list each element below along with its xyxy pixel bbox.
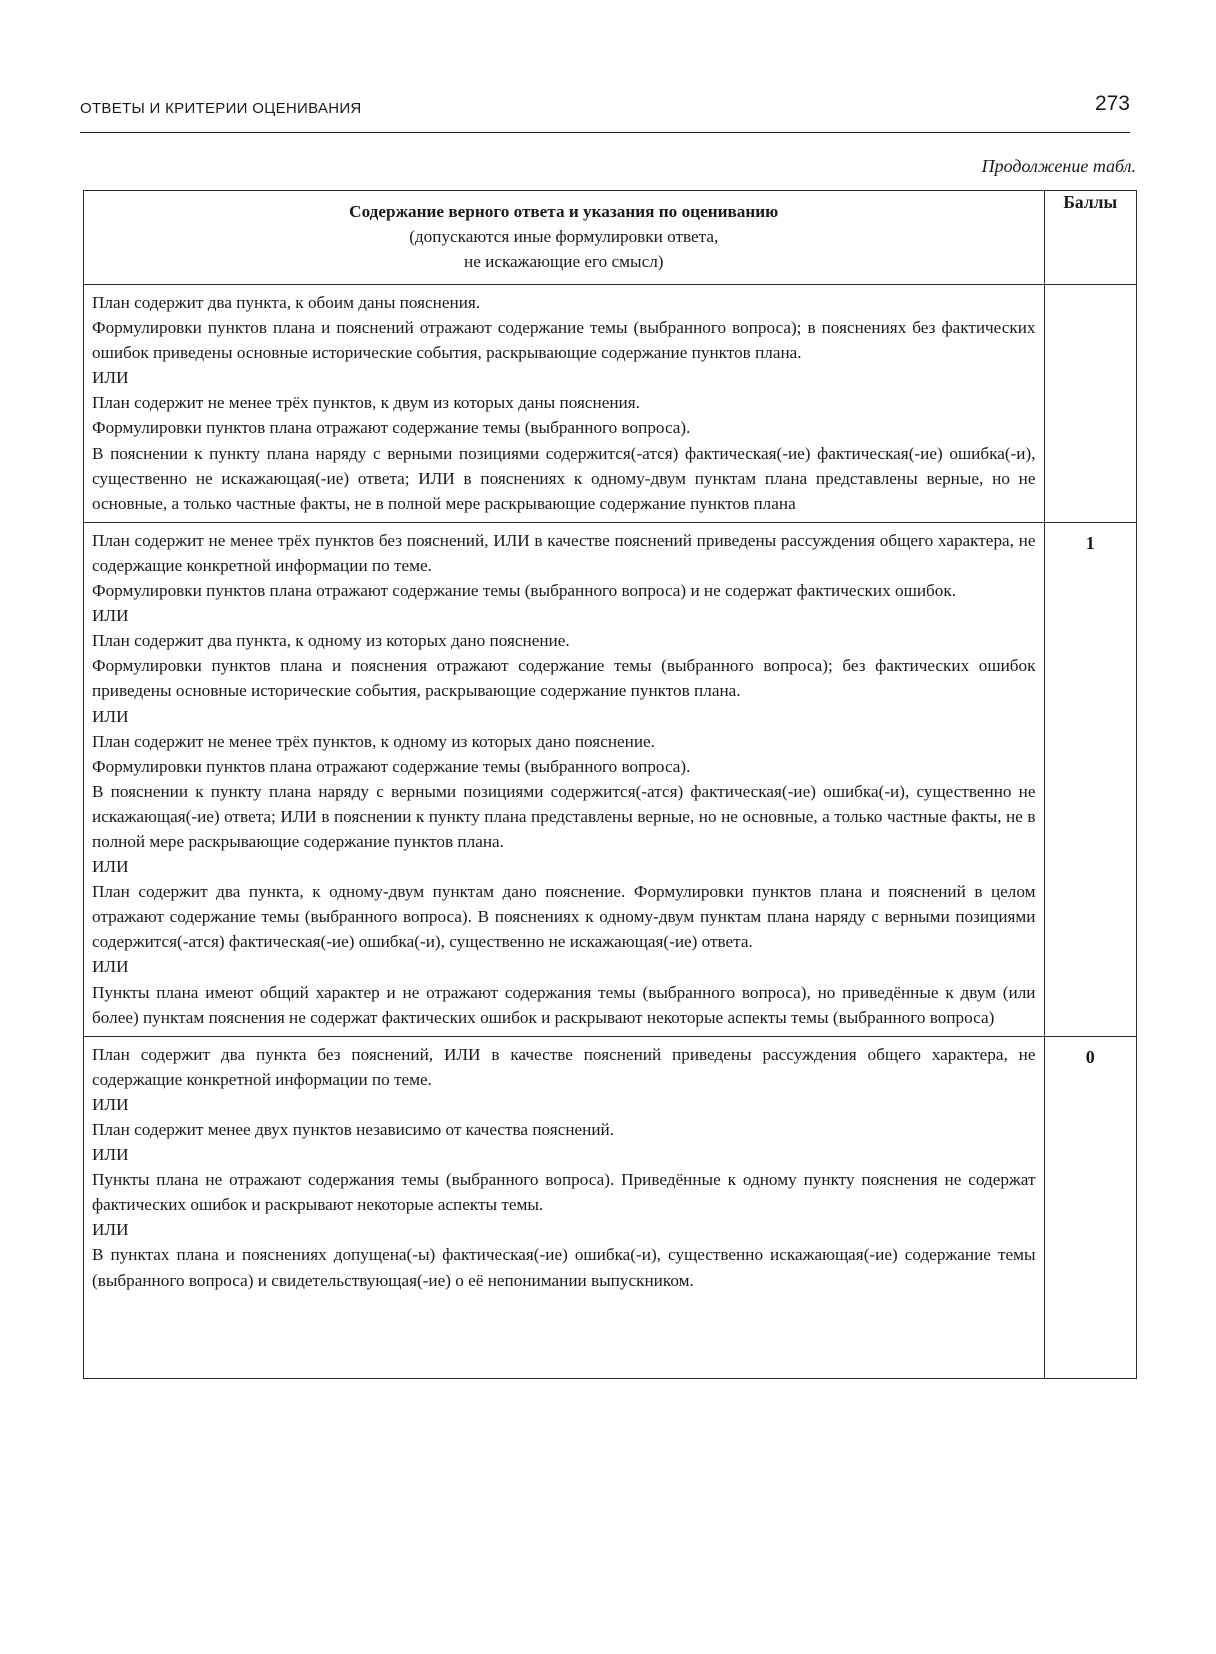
criteria-paragraph: Пункты плана не отражают содержания темы (выбранного вопроса). Приведённые к одному пункту пояснения не содержат фактических ошибок и раскрывают некоторые аспекты темы. [92, 1170, 1036, 1215]
criteria-paragraph: ИЛИ [92, 1220, 129, 1240]
criteria-paragraph: В пояснении к пункту плана наряду с верными позициями содержится(-атся) фактическая(-ие) фактическая(-ие) ошибка(-и), существенно не искажающая(-ие) ответа; ИЛИ в пояснениях к одному-двум пунктам плана представлены верные, но не основные, а только частные факты, не в полной мере раскрывающие содержание пунктов плана [92, 443, 1036, 513]
criteria-paragraph: Формулировки пунктов плана отражают содержание темы (выбранного вопроса) и не содержат фактических ошибок. [92, 581, 956, 601]
criteria-paragraph: План содержит два пункта, к одному-двум пунктам дано пояснение. Формулировки пунктов плана и пояснений в целом отражают содержание темы (выбранного вопроса). В пояснениях к одному-двум пунктам плана наряду с верными позициями содержится(-атся) фактическая(-ие) ошибка(-и), существенно не искажающая(-ие) ответа. [92, 882, 1036, 952]
criteria-paragraph: Пункты плана имеют общий характер и не отражают содержания темы (выбранного вопроса), но приведённые к двум (или более) пунктам пояснения не содержат фактических ошибок и раскрывают некоторые аспекты темы (выбранного вопроса) [92, 982, 1036, 1027]
criteria-content-cell [84, 522, 1045, 1036]
criteria-paragraph: ИЛИ [92, 1094, 129, 1114]
criteria-paragraph: В пунктах плана и пояснениях допущена(-ы) фактическая(-ие) ошибка(-и), существенно искажающая(-ие) содержание темы (выбранного вопроса) и свидетельствующая(-ие) о её непонимании выпускником. [92, 1245, 1036, 1290]
table-row [84, 1036, 1137, 1378]
criteria-content-cell [84, 285, 1045, 523]
criteria-table [83, 190, 1137, 1379]
criteria-paragraph: План содержит не менее трёх пунктов, к одному из которых дано пояснение. [92, 731, 655, 751]
criteria-paragraph: План содержит менее двух пунктов независимо от качества пояснений. [92, 1120, 615, 1139]
criteria-body [84, 285, 1137, 1379]
criteria-paragraph: Формулировки пунктов плана и пояснений отражают содержание темы (выбранного вопроса); в пояснениях без фактических ошибок приведены основные исторические события, раскрывающие содержание пунктов плана. [92, 318, 1036, 363]
criteria-paragraph: План содержит два пункта без пояснений, ИЛИ в качестве пояснений приведены рассуждения общего характера, не содержащие конкретной информации по теме. [92, 1044, 1036, 1089]
criteria-paragraph: ИЛИ [92, 368, 129, 388]
criteria-paragraph: В пояснении к пункту плана наряду с верными позициями содержится(-атся) фактическая(-ие) ошибка(-и), существенно не искажающая(-ие) ответа; ИЛИ в пояснении к пункту плана представлены верные, но не основные, а только частные факты, не в полной мере раскрывающие содержание пунктов плана. [92, 781, 1036, 851]
criteria-paragraph: План содержит не менее трёх пунктов без пояснений, ИЛИ в качестве пояснений приведены рассуждения общего характера, не содержащие конкретной информации по теме. [92, 530, 1036, 575]
page-number: 273 [1094, 92, 1130, 115]
criteria-paragraph: ИЛИ [92, 606, 129, 626]
running-title: ОТВЕТЫ И КРИТЕРИИ ОЦЕНИВАНИЯ [80, 100, 362, 117]
table-row [84, 285, 1137, 523]
criteria-paragraph: Формулировки пунктов плана отражают содержание темы (выбранного вопроса). [92, 418, 691, 438]
criteria-content-cell [84, 1036, 1045, 1378]
criteria-paragraph: План содержит два пункта, к обоим даны пояснения. [92, 293, 481, 312]
header-content-title: Содержание верного ответа и указания по оцениванию [349, 202, 779, 221]
criteria-paragraph: Формулировки пунктов плана отражают содержание темы (выбранного вопроса). [92, 756, 691, 776]
header-content-cell [84, 191, 1045, 285]
header-score-cell: Баллы [1044, 191, 1136, 285]
table-row [84, 522, 1137, 1036]
criteria-paragraph: План содержит два пункта, к одному из которых дано пояснение. [92, 631, 570, 651]
table-header-row [84, 191, 1137, 285]
criteria-paragraph: План содержит не менее трёх пунктов, к двум из которых даны пояснения. [92, 393, 640, 413]
criteria-paragraph: ИЛИ [92, 1145, 129, 1165]
table-continuation-note: Продолжение табл. [981, 156, 1136, 176]
header-content-note-2: не искажающие его смысл) [464, 252, 664, 271]
criteria-paragraph: ИЛИ [92, 857, 129, 877]
header-content-note-1: (допускаются иные формулировки ответа, [409, 227, 719, 246]
score-cell [1044, 285, 1136, 523]
running-head [80, 92, 1130, 133]
score-cell: 1 [1044, 522, 1136, 1036]
criteria-paragraph: Формулировки пунктов плана и пояснения отражают содержание темы (выбранного вопроса); без фактических ошибок приведены основные исторические события, раскрывающие содержание пунктов плана. [92, 656, 1036, 701]
score-cell: 0 [1044, 1036, 1136, 1378]
criteria-paragraph: ИЛИ [92, 706, 129, 726]
criteria-paragraph: ИЛИ [92, 957, 129, 977]
